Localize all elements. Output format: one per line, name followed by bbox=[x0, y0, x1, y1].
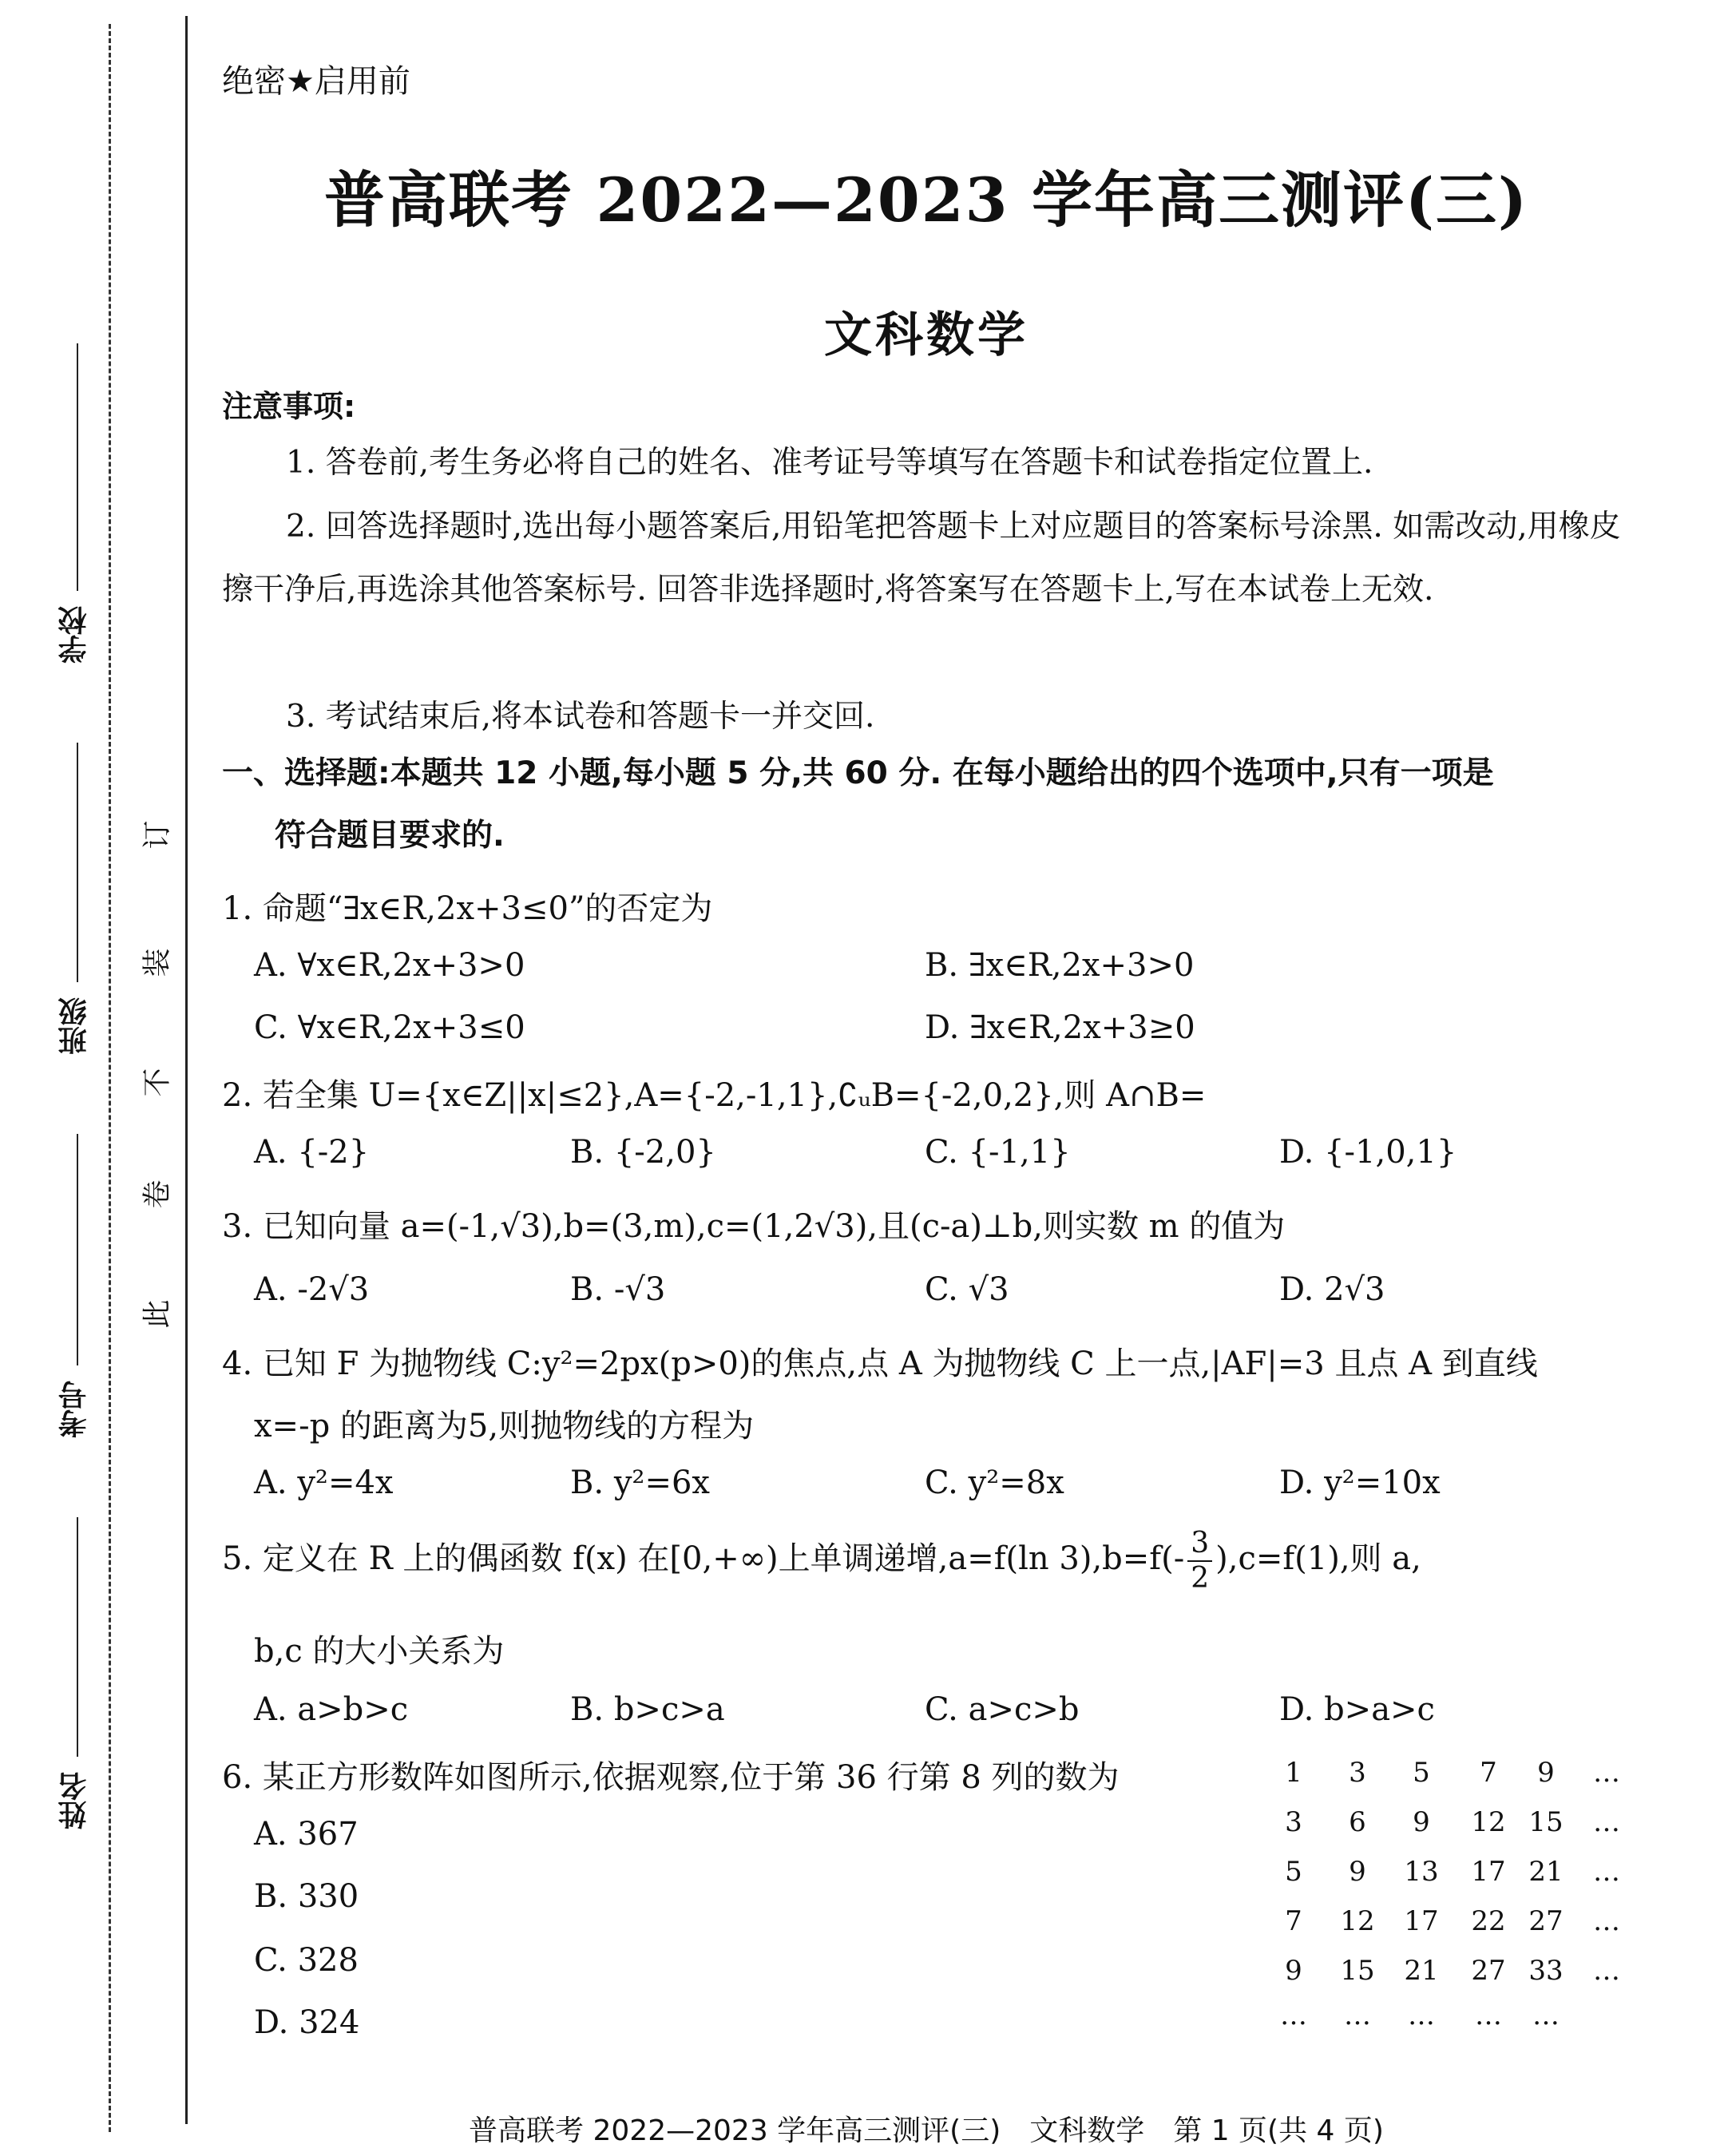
matrix-cell: 12 bbox=[1471, 1806, 1506, 1838]
matrix-cell: … bbox=[1475, 1999, 1502, 2031]
notice-item: 1. 答卷前,考生务必将自己的姓名、准考证号等填写在答题卡和试卷指定位置上. bbox=[286, 445, 1373, 481]
option-a[interactable]: A. {-2} bbox=[254, 1134, 370, 1171]
seal-char: 订 bbox=[141, 820, 174, 850]
option-c[interactable]: C. ∀x∈R,2x+3≤0 bbox=[254, 1009, 525, 1046]
matrix-row bbox=[1270, 1806, 1637, 1846]
school-label: 学校 bbox=[58, 606, 91, 664]
option-d[interactable]: D. {-1,0,1} bbox=[1279, 1134, 1457, 1171]
name-field[interactable] bbox=[54, 1517, 102, 1853]
exam-number-label: 考号 bbox=[58, 1381, 91, 1438]
option-a[interactable]: A. a>b>c bbox=[254, 1691, 409, 1728]
matrix-cell: 13 bbox=[1404, 1856, 1439, 1888]
question-stem: 4. 已知 F 为抛物线 C:y²=2px(p>0)的焦点,点 A 为抛物线 C 上一点,|AF|=3 且点 A 到直线 bbox=[222, 1346, 1538, 1382]
option-b[interactable]: B. ∃x∈R,2x+3>0 bbox=[925, 947, 1195, 984]
matrix-cell: 15 bbox=[1340, 1955, 1375, 1987]
exam-number-field[interactable] bbox=[54, 1134, 102, 1453]
option-a[interactable]: A. -2√3 bbox=[254, 1271, 370, 1308]
matrix-cell: 17 bbox=[1404, 1905, 1439, 1937]
matrix-cell: 27 bbox=[1471, 1955, 1506, 1987]
class-field[interactable] bbox=[54, 743, 102, 1078]
matrix-cell: 3 bbox=[1285, 1806, 1302, 1838]
name-label: 姓名 bbox=[58, 1772, 91, 1829]
fraction-numerator: 3 bbox=[1187, 1527, 1212, 1562]
option-d[interactable]: D. y²=10x bbox=[1279, 1464, 1441, 1501]
matrix-cell: … bbox=[1344, 1999, 1371, 2031]
matrix-cell: 7 bbox=[1480, 1757, 1497, 1789]
section-heading-text: 一、选择题:本题共 12 小题,每小题 5 分,共 60 分. 在每小题给出的四个选项中,只有一项是 bbox=[222, 755, 1494, 791]
school-field[interactable] bbox=[54, 343, 102, 679]
matrix-cell: 6 bbox=[1349, 1806, 1366, 1838]
option-a[interactable]: A. ∀x∈R,2x+3>0 bbox=[254, 947, 525, 984]
option-b[interactable]: B. -√3 bbox=[570, 1271, 666, 1308]
matrix-cell: 3 bbox=[1349, 1757, 1366, 1789]
matrix-cell: 12 bbox=[1340, 1905, 1375, 1937]
option-a[interactable]: A. y²=4x bbox=[254, 1464, 394, 1501]
matrix-cell: 5 bbox=[1413, 1757, 1430, 1789]
fraction bbox=[1187, 1527, 1212, 1595]
matrix-cell: 22 bbox=[1471, 1905, 1506, 1937]
matrix-cell: 15 bbox=[1528, 1806, 1564, 1838]
seal-char: 装 bbox=[141, 948, 174, 977]
matrix-cell: 17 bbox=[1471, 1856, 1506, 1888]
seal-char: 卷 bbox=[141, 1179, 174, 1209]
matrix-cell: 27 bbox=[1528, 1905, 1564, 1937]
binding-solid-line bbox=[185, 16, 188, 2124]
option-c[interactable]: C. {-1,1} bbox=[925, 1134, 1071, 1171]
matrix-cell: 9 bbox=[1537, 1757, 1555, 1789]
matrix-cell: 9 bbox=[1349, 1856, 1366, 1888]
class-label: 班级 bbox=[58, 997, 91, 1055]
question-stem: 3. 已知向量 a=(-1,√3),b=(3,m),c=(1,2√3),且(c-a)⊥b,则实数 m 的值为 bbox=[222, 1208, 1286, 1245]
option-d[interactable]: D. 2√3 bbox=[1279, 1271, 1385, 1308]
matrix-cell: 33 bbox=[1528, 1955, 1564, 1987]
matrix-row bbox=[1270, 1999, 1637, 2039]
matrix-cell: 9 bbox=[1413, 1806, 1430, 1838]
exam-number-fill-line[interactable] bbox=[77, 1134, 78, 1365]
matrix-row bbox=[1270, 1757, 1637, 1797]
question-stem-part: 5. 定义在 R 上的偶函数 f(x) 在[0,+∞)上单调递增,a=f(ln 3),b=f(- bbox=[222, 1540, 1185, 1577]
option-d[interactable]: D. 324 bbox=[254, 2004, 360, 2041]
question-stem bbox=[222, 1527, 1421, 1595]
question-stem: 1. 命题“∃x∈R,2x+3≤0”的否定为 bbox=[222, 890, 713, 927]
matrix-row bbox=[1270, 1955, 1637, 1995]
option-c[interactable]: C. y²=8x bbox=[925, 1464, 1064, 1501]
option-b[interactable]: B. 330 bbox=[254, 1878, 359, 1915]
school-fill-line[interactable] bbox=[77, 343, 78, 591]
matrix-cell: … bbox=[1593, 1905, 1620, 1937]
question-stem-cont: x=-p 的距离为5,则抛物线的方程为 bbox=[254, 1408, 755, 1445]
question-stem-cont: b,c 的大小关系为 bbox=[254, 1633, 505, 1670]
matrix-cell: … bbox=[1593, 1806, 1620, 1838]
matrix-cell: … bbox=[1280, 1999, 1307, 2031]
option-b[interactable]: B. {-2,0} bbox=[570, 1134, 716, 1171]
matrix-cell: 5 bbox=[1285, 1856, 1302, 1888]
page-footer: 普高联考 2022—2023 学年高三测评(三) 文科数学 第 1 页(共 4 页) bbox=[469, 2114, 1384, 2147]
matrix-cell: 21 bbox=[1528, 1856, 1564, 1888]
question-stem: 2. 若全集 U={x∈Z||x|≤2},A={-2,-1,1},∁ᵤB={-2,0,2},则 A∩B= bbox=[222, 1077, 1207, 1114]
matrix-cell: 9 bbox=[1285, 1955, 1302, 1987]
secret-mark: 绝密★启用前 bbox=[222, 63, 410, 100]
option-c[interactable]: C. √3 bbox=[925, 1271, 1009, 1308]
seal-char: 不 bbox=[141, 1068, 174, 1097]
option-c[interactable]: C. a>c>b bbox=[925, 1691, 1080, 1728]
matrix-cell: … bbox=[1593, 1856, 1620, 1888]
matrix-cell: … bbox=[1532, 1999, 1560, 2031]
binding-dashed-line bbox=[109, 24, 111, 2132]
notice-heading: 注意事项: bbox=[222, 389, 356, 424]
seal-char: 此 bbox=[141, 1299, 174, 1329]
subject-title: 文科数学 bbox=[824, 307, 1028, 363]
matrix-cell: … bbox=[1408, 1999, 1435, 2031]
question-stem: 6. 某正方形数阵如图所示,依据观察,位于第 36 行第 8 列的数为 bbox=[222, 1759, 1120, 1796]
name-fill-line[interactable] bbox=[77, 1517, 78, 1757]
option-d[interactable]: D. b>a>c bbox=[1279, 1691, 1435, 1728]
option-b[interactable]: B. y²=6x bbox=[570, 1464, 710, 1501]
notice-item: 2. 回答选择题时,选出每小题答案后,用铅笔把答题卡上对应题目的答案标号涂黑. 如需改动,用橡皮擦干净后,再选涂其他答案标号. 回答非选择题时,将答案写在答题卡上,写在本试卷上无效. bbox=[222, 509, 1621, 608]
fraction-denominator: 2 bbox=[1191, 1562, 1210, 1595]
matrix-row bbox=[1270, 1905, 1637, 1945]
section-heading bbox=[222, 743, 1635, 867]
matrix-cell: 1 bbox=[1285, 1757, 1302, 1789]
class-fill-line[interactable] bbox=[77, 743, 78, 982]
matrix-cell: … bbox=[1593, 1955, 1620, 1987]
matrix-row bbox=[1270, 1856, 1637, 1896]
option-b[interactable]: B. b>c>a bbox=[570, 1691, 725, 1728]
matrix-cell: … bbox=[1593, 1757, 1620, 1789]
matrix-cell: 7 bbox=[1285, 1905, 1302, 1937]
question-stem-part: ),c=f(1),则 a, bbox=[1215, 1540, 1421, 1577]
section-heading-cont: 符合题目要求的. bbox=[275, 818, 505, 854]
option-d[interactable]: D. ∃x∈R,2x+3≥0 bbox=[925, 1009, 1195, 1046]
notice-item: 3. 考试结束后,将本试卷和答题卡一并交回. bbox=[286, 699, 875, 735]
option-a[interactable]: A. 367 bbox=[254, 1816, 359, 1853]
matrix-cell: 21 bbox=[1404, 1955, 1439, 1987]
exam-title: 普高联考 2022—2023 学年高三测评(三) bbox=[324, 164, 1528, 236]
option-c[interactable]: C. 328 bbox=[254, 1942, 359, 1979]
